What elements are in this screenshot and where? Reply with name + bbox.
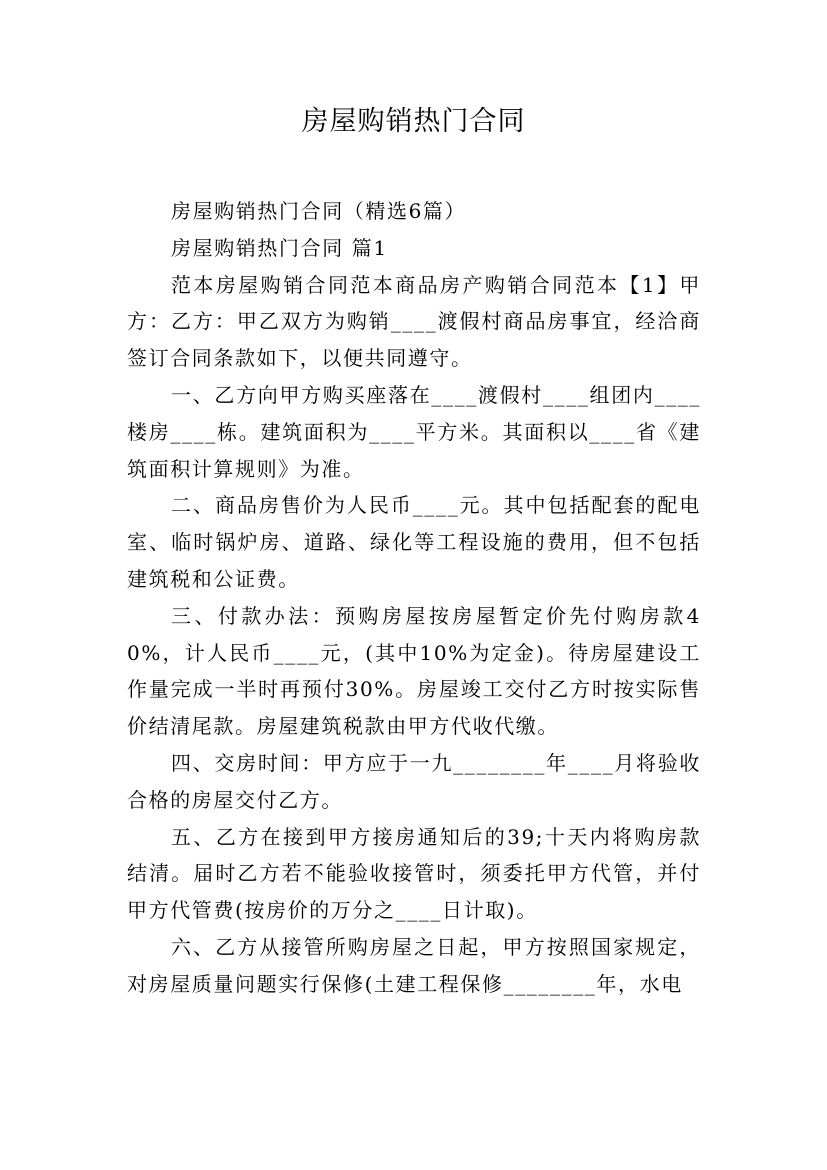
paragraph-clause-1: 一、乙方向甲方购买座落在____渡假村____组团内____楼房____栋。建筑面积为____平方米。其面积以____省《建筑面积计算规则》为准。: [127, 382, 701, 481]
paragraph-intro: 范本房屋购销合同范本商品房产购销合同范本【1】甲方：乙方：甲乙双方为购销____渡假村商品房事宜，经洽商签订合同条款如下，以便共同遵守。: [127, 272, 701, 371]
paragraph-clause-6: 六、乙方从接管所购房屋之日起，甲方按照国家规定，对房屋质量问题实行保修(土建工程保修________年，水电: [127, 934, 701, 996]
paragraph-clause-5: 五、乙方在接到甲方接房通知后的39;十天内将购房款结清。届时乙方若不能验收接管时，须委托甲方代管，并付甲方代管费(按房价的万分之____日计取)。: [127, 824, 701, 923]
paragraph-section-heading: 房屋购销热门合同 篇1: [171, 235, 388, 260]
document-title: 房屋购销热门合同: [301, 106, 526, 137]
paragraph-clause-3: 三、付款办法：预购房屋按房屋暂定价先付购房款40%，计人民币____元，(其中10%为定金)。待房屋建设工作量完成一半时再预付30%。房屋竣工交付乙方时按实际售价结清尾款。房屋建筑税款由甲方代收代缴。: [127, 603, 701, 739]
paragraph-clause-2: 二、商品房售价为人民币____元。其中包括配套的配电室、临时锅炉房、道路、绿化等工程设施的费用，但不包括建筑税和公证费。: [127, 493, 701, 591]
document-body: [127, 193, 701, 1003]
paragraph-clause-4: 四、交房时间：甲方应于一九________年____月将验收合格的房屋交付乙方。: [127, 750, 701, 812]
paragraph-subtitle: 房屋购销热门合同（精选6篇）: [171, 199, 467, 223]
